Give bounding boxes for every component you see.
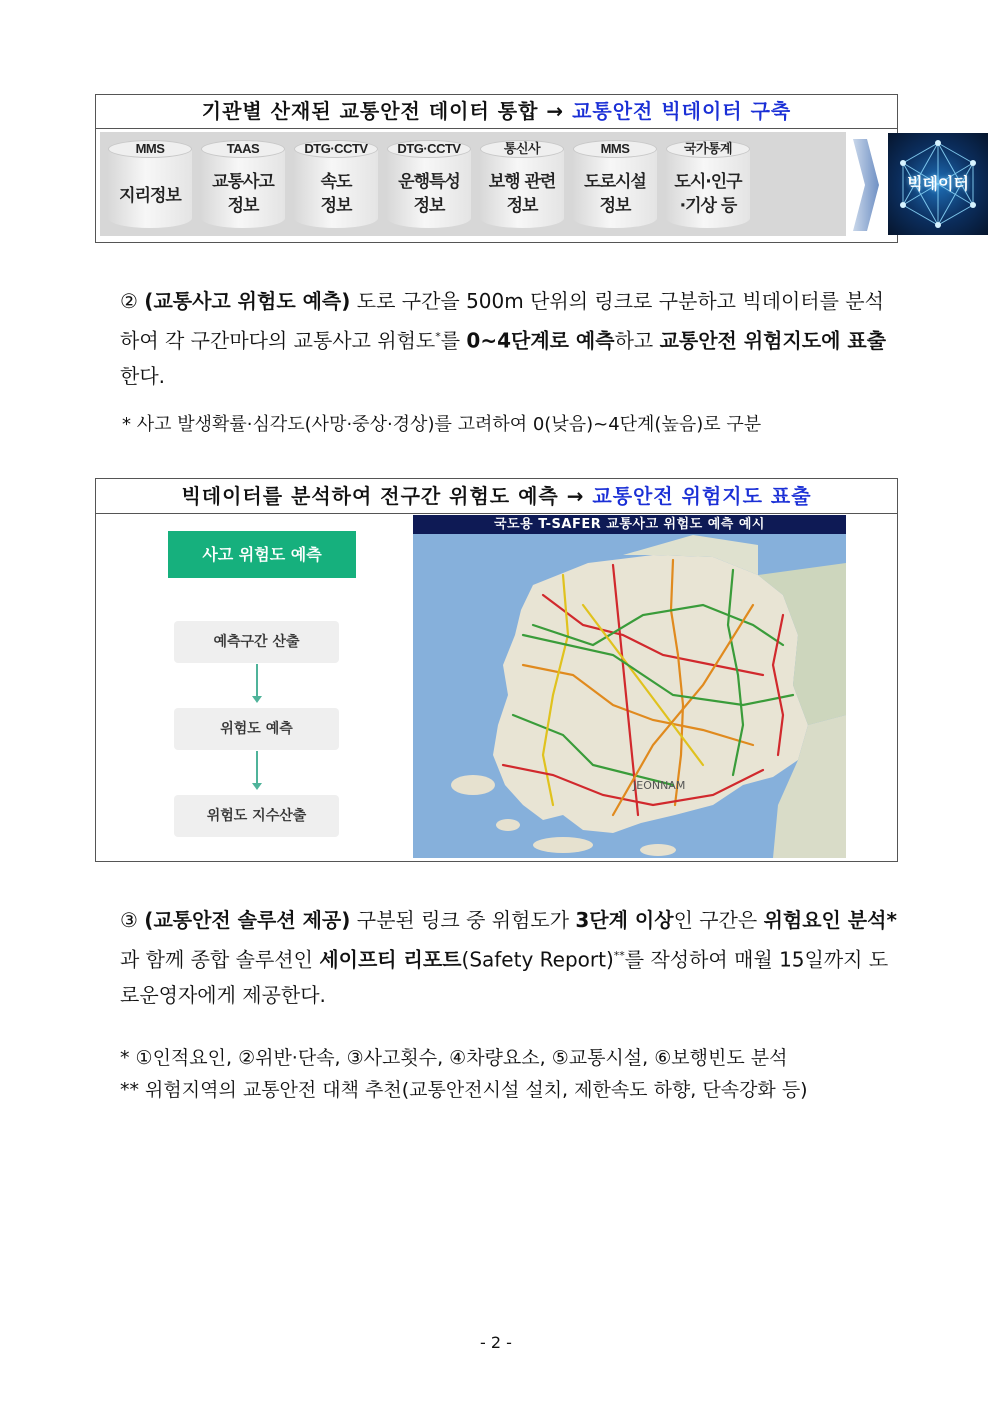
para3-text4: (Safety Report) — [461, 947, 614, 972]
footnote-marker: * — [435, 330, 441, 343]
cylinder-label — [573, 170, 657, 218]
cylinder-speed — [294, 140, 378, 230]
bigdata-label: 빅데이터 — [907, 174, 969, 193]
cylinder-tag: 통신사 — [503, 141, 541, 156]
para3-text2: 인 구간은 — [673, 908, 764, 932]
para2-bold2: 0~4단계로 예측 — [466, 328, 615, 353]
flow-connector — [256, 751, 258, 783]
cylinder-label — [294, 170, 378, 218]
cylinder-tag: MMS — [600, 141, 630, 156]
cylinder-label — [480, 170, 564, 218]
bigdata-image — [888, 133, 988, 235]
cylinder-label — [201, 170, 285, 218]
cylinder-driving — [387, 140, 471, 230]
box2-title-left: 빅데이터를 분석하여 전구간 위험도 예측 → — [181, 484, 585, 508]
para2-text3: 하고 — [614, 328, 660, 353]
risk-prediction-label: 사고 위험도 예측 — [168, 531, 356, 578]
box1-title-left: 기관별 산재된 교통안전 데이터 통합 → — [201, 99, 565, 123]
para3-bold2: 3단계 이상 — [575, 908, 674, 932]
step-section-calc: 예측구간 산출 — [174, 621, 339, 663]
map-region-label: JEONNAM — [633, 779, 686, 792]
paragraph-risk-prediction — [120, 284, 900, 394]
page-number: - 2 - — [480, 1333, 512, 1352]
cylinder-tag: TAAS — [226, 141, 260, 156]
map-graphic — [413, 515, 846, 858]
cylinder-line2: 정보 — [506, 196, 538, 216]
cylinder-tag: 국가통계 — [683, 141, 733, 156]
cylinder-mms-geo — [108, 140, 192, 230]
box1-title — [96, 95, 897, 129]
arrow-down-icon — [252, 696, 262, 703]
cylinder-line1: 교통사고 — [212, 172, 274, 192]
cylinder-line2: ·기상 등 — [679, 196, 737, 216]
cylinder-telecom — [480, 140, 564, 230]
para3-text3: 과 함께 종합 솔루션인 — [120, 947, 320, 972]
para3-bold3: 위험요인 분석* — [763, 908, 897, 932]
box2-title-right: 교통안전 위험지도 표출 — [592, 484, 812, 508]
para2-text2: 를 — [440, 328, 467, 353]
box1-title-right: 교통안전 빅데이터 구축 — [572, 99, 792, 123]
footnote-risk-factors: * ①인적요인, ②위반·단속, ③사고횟수, ④차량요소, ⑤교통시설, ⑥보행빈도 분석 — [120, 1047, 788, 1069]
cylinder-taas — [201, 140, 285, 230]
cylinder-line2: 정보 — [413, 196, 445, 216]
footnote-safety-measures: ** 위험지역의 교통안전 대책 추천(교통안전시설 설치, 제한속도 하향, 단속강화 등) — [120, 1079, 808, 1101]
risk-map-image — [413, 515, 846, 858]
cylinder-line2: 정보 — [227, 196, 259, 216]
para3-text5: 를 작성하여 매월 15일까지 도로운영자에게 제공한다. — [120, 947, 889, 1007]
data-integration-box — [95, 94, 969, 243]
cylinder-label — [666, 170, 750, 218]
cylinder-line2: 정보 — [320, 196, 352, 216]
flow-connector — [256, 664, 258, 696]
para2-text4: 한다. — [120, 363, 165, 388]
cylinder-road-facility — [573, 140, 657, 230]
cylinder-national-stats — [666, 140, 750, 230]
map-title: 국도용 T-SAFER 교통사고 위험도 예측 예시 — [413, 515, 846, 534]
cylinder-tag: DTG·CCTV — [304, 141, 368, 156]
cylinder-line1: 도로시설 — [584, 172, 646, 192]
para3-bold4: 세이프티 리포트 — [319, 947, 462, 972]
footnote-risk-levels: * 사고 발생확률·심각도(사망·중상·경상)를 고려하여 0(낮음)~4단계(높음)로 구분 — [122, 414, 762, 435]
para2-text1: 도로 구간을 500m 단위의 링크로 구분하고 빅데이터를 분석하여 각 구간마다의 교통사고 위험도 — [120, 289, 884, 353]
cylinder-line2: 정보 — [599, 196, 631, 216]
cylinder-line1: 지리정보 — [119, 186, 181, 206]
data-source-strip — [100, 132, 846, 236]
para2-bold3: 교통안전 위험지도에 표출 — [659, 328, 887, 353]
cylinder-line1: 운행특성 — [398, 172, 460, 192]
cylinder-tag: DTG·CCTV — [397, 141, 461, 156]
cylinder-line1: 도시·인구 — [674, 172, 742, 192]
footnote-marker: ** — [613, 949, 625, 962]
paragraph-safety-solution — [120, 903, 900, 1013]
box2-title — [96, 479, 897, 514]
para3-text1: 구분된 링크 중 위험도가 — [350, 908, 576, 932]
cylinder-line1: 속도 — [320, 172, 352, 192]
cylinder-label — [387, 170, 471, 218]
para3-heading: (교통안전 솔루션 제공) — [144, 908, 351, 932]
arrow-down-icon — [252, 783, 262, 790]
item-number: ③ — [120, 908, 138, 932]
chevron-right-icon — [851, 137, 881, 233]
cylinder-tag: MMS — [135, 141, 165, 156]
cylinder-label — [108, 184, 192, 208]
footnotes-solution — [120, 1042, 910, 1106]
para2-heading: (교통사고 위험도 예측) — [144, 289, 351, 313]
step-risk-index: 위험도 지수산출 — [174, 795, 339, 837]
item-number: ② — [120, 289, 138, 313]
cylinder-line1: 보행 관련 — [488, 172, 556, 192]
step-risk-prediction: 위험도 예측 — [174, 708, 339, 750]
